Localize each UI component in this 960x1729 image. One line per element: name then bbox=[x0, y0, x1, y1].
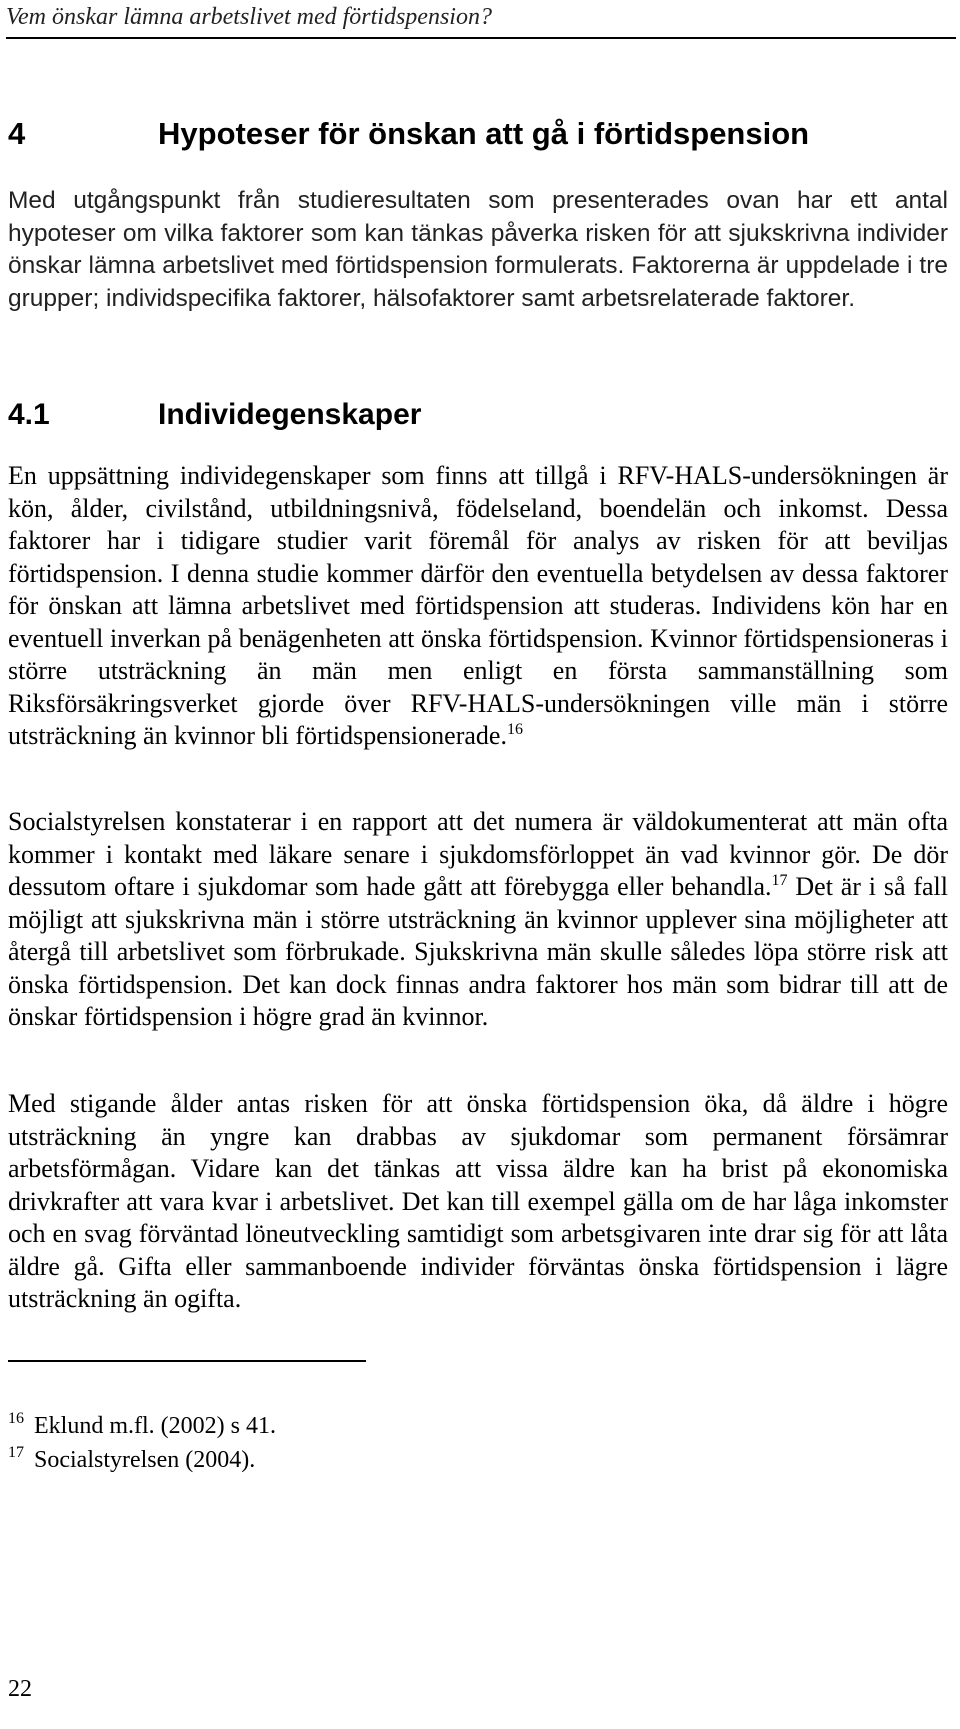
section-title: Individegenskaper bbox=[158, 398, 422, 431]
footnote-text: Socialstyrelsen (2004). bbox=[34, 1447, 256, 1473]
footnote-number: 16 bbox=[8, 1410, 24, 1427]
footnote-text: Eklund m.fl. (2002) s 41. bbox=[34, 1413, 276, 1439]
footnote-ref-17: 17 bbox=[771, 872, 788, 889]
section-heading bbox=[8, 398, 421, 432]
page-number: 22 bbox=[8, 1676, 32, 1702]
section-number: 4.1 bbox=[8, 398, 50, 431]
body-paragraph-1 bbox=[8, 460, 948, 753]
body-paragraph-3: Med stigande ålder antas risken för att önska förtidspension öka, då äldre i högre utsträckning än yngre kan drabbas av sjukdomar som permanent försämrar arbetsförmågan. Vidare kan det tänkas att vissa äldre kan ha brist på ekonomiska drivkrafter att vara kvar i arbetslivet. Det kan till exempel gälla om de har låga inkomster och en svag förväntad löneutveckling samtidigt som arbetsgivaren inte drar sig för att låta äldre gå. Gifta eller sammanboende individer förväntas önska förtidspension i lägre utsträckning än ogifta. bbox=[8, 1089, 948, 1313]
footnote-17 bbox=[8, 1444, 255, 1474]
chapter-number: 4 bbox=[8, 116, 26, 151]
footnote-ref-16: 16 bbox=[506, 721, 523, 738]
footnote-separator bbox=[8, 1360, 366, 1362]
chapter-intro-paragraph: Med utgångspunkt från studieresultaten som presenterades ovan har ett antal hypoteser om vilka faktorer som kan tänkas påverka risken för att sjukskrivna individer önskar lämna arbetslivet med förtidspension formulerats. Faktorerna är uppdelade i tre grupper; individspecifika faktorer, hälsofaktorer samt arbetsrelaterade faktorer. bbox=[8, 187, 948, 312]
paragraph-2-text-a: Socialstyrelsen konstaterar i en rapport att det numera är väldokumenterat att män ofta kommer i kontakt med läkare senare i sjukdomsförloppet än vad kvinnor gör. De dör dessutom oftare i sjukdomar som hade gått att förebygga eller behandla. bbox=[8, 807, 948, 901]
paragraph-2-text-b: Det är i så fall möjligt att sjukskrivna män i större utsträckning än kvinnor upplever sina möjligheter att återgå till arbetslivet som förbrukade. Sjukskrivna män skulle således löpa större risk att önska förtidspension. Det kan dock finnas andra faktorer hos män som bidrar till att de önskar förtidspension i högre grad än kvinnor. bbox=[8, 872, 949, 1031]
running-header: Vem önskar lämna arbetslivet med förtidspension? bbox=[6, 4, 956, 39]
footnote-16 bbox=[8, 1410, 276, 1440]
chapter-heading bbox=[8, 116, 809, 152]
footnote-number: 17 bbox=[8, 1444, 24, 1461]
paragraph-1-text: En uppsättning individegenskaper som finns att tillgå i RFV-HALS-undersökningen är kön, ålder, civilstånd, utbildningsnivå, födelseland, boendelän och inkomst. Dessa faktorer har i tidigare studier varit föremål för analys av risken för att beviljas förtidspension. I denna studie kommer därför den eventuella betydelsen av dessa faktorer för önskan att lämna arbetslivet med förtidspension att studeras. Individens kön har en eventuell inverkan på benägenheten att önska förtidspension. Kvinnor förtidspensioneras i större utsträckning än män men enligt en första sammanställning som Riksförsäkringsverket gjorde över RFV-HALS-undersökningen ville män i större utsträckning än kvinnor bli förtidspensionerade. bbox=[8, 461, 948, 750]
chapter-title: Hypoteser för önskan att gå i förtidspension bbox=[158, 116, 810, 151]
body-paragraph-2 bbox=[8, 806, 948, 1034]
